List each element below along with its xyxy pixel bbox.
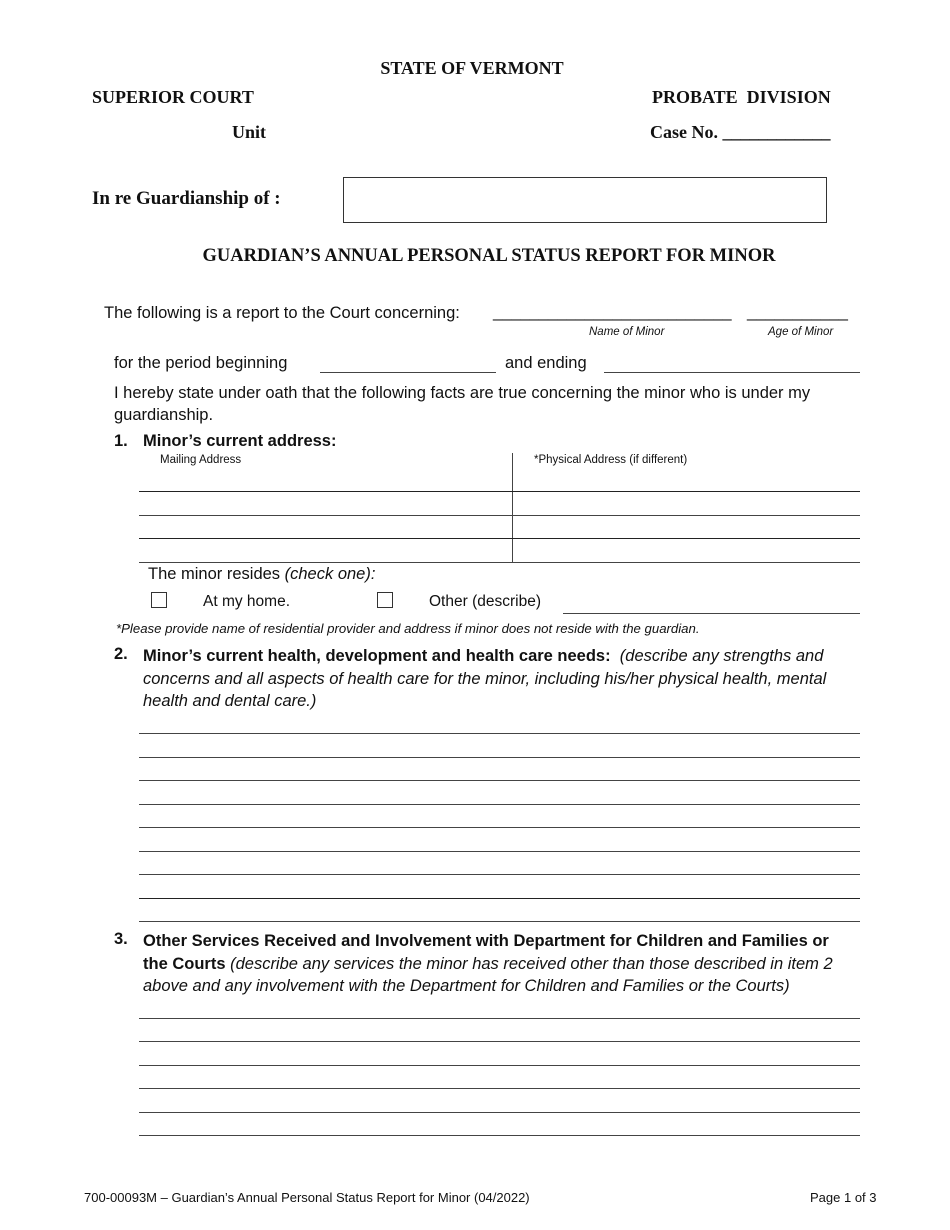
health-line-6[interactable] — [139, 851, 860, 852]
section-3-number: 3. — [114, 930, 128, 948]
services-line-5[interactable] — [139, 1112, 860, 1113]
section-3-text — [143, 930, 848, 998]
other-checkbox[interactable] — [377, 592, 393, 608]
physical-address-label: *Physical Address (if different) — [534, 454, 688, 466]
period-ending-field[interactable] — [604, 372, 860, 373]
health-line-4[interactable] — [139, 804, 860, 805]
health-line-7[interactable] — [139, 874, 860, 875]
services-line-4[interactable] — [139, 1088, 860, 1089]
address-column-divider — [512, 453, 513, 563]
health-line-8[interactable] — [139, 898, 860, 899]
health-line-5[interactable] — [139, 827, 860, 828]
services-line-6[interactable] — [139, 1135, 860, 1136]
form-title: GUARDIAN’S ANNUAL PERSONAL STATUS REPORT FOR MINOR — [202, 246, 776, 266]
address-line-1[interactable] — [139, 491, 860, 492]
section-2-text — [143, 645, 843, 713]
section-3-heading: Other Services Received and Involvement with Department for Children and Families or the Courts — [143, 932, 829, 973]
at-home-checkbox[interactable] — [151, 592, 167, 608]
health-line-3[interactable] — [139, 780, 860, 781]
other-label: Other (describe) — [429, 593, 541, 610]
unit-label: Unit — [232, 122, 267, 142]
name-of-minor-caption: Name of Minor — [589, 326, 665, 338]
minor-age-field[interactable]: ___________ — [747, 303, 848, 321]
resides-text: The minor resides — [148, 565, 285, 583]
resides-label — [148, 565, 375, 584]
guardianship-label: In re Guardianship of : — [92, 188, 281, 209]
period-ending-label: and ending — [505, 354, 587, 372]
state-heading: STATE OF VERMONT — [380, 58, 564, 78]
residential-provider-note: *Please provide name of residential provider and address if minor does not reside with the guardian. — [116, 621, 700, 636]
services-line-1[interactable] — [139, 1018, 860, 1019]
services-line-2[interactable] — [139, 1041, 860, 1042]
case-number-label: Case No. ____________ — [650, 122, 831, 142]
address-line-2[interactable] — [139, 515, 860, 516]
health-line-1[interactable] — [139, 733, 860, 734]
address-line-4[interactable] — [139, 562, 860, 563]
section-2-description: (describe any strengths and concerns and all aspects of health care for the minor, including his/her physical health, mental health and dental care.) — [143, 647, 827, 710]
age-of-minor-caption: Age of Minor — [768, 326, 834, 338]
oath-statement: I hereby state under oath that the following facts are true concerning the minor who is under my guardianship. — [114, 384, 811, 424]
mailing-address-label: Mailing Address — [160, 454, 242, 466]
section-3-description: (describe any services the minor has received other than those described in item 2 above and any involvement with the Department for Children and Families or the Courts) — [143, 954, 833, 995]
division-heading: PROBATE DIVISION — [652, 87, 831, 107]
guardianship-name-input[interactable] — [343, 177, 827, 223]
page-number: Page 1 of 3 — [810, 1190, 877, 1205]
section-1-heading: Minor’s current address: — [143, 432, 337, 450]
health-line-9[interactable] — [139, 921, 860, 922]
resides-instruction: (check one): — [284, 565, 376, 583]
section-2-number: 2. — [114, 645, 128, 663]
services-line-3[interactable] — [139, 1065, 860, 1066]
court-heading: SUPERIOR COURT — [92, 87, 254, 107]
period-beginning-label: for the period beginning — [114, 354, 288, 372]
form-id-footer: 700-00093M – Guardian’s Annual Personal Status Report for Minor (04/2022) — [84, 1190, 530, 1205]
section-2-heading: Minor’s current health, development and health care needs: — [143, 647, 611, 665]
section-1-number: 1. — [114, 432, 128, 450]
address-line-3[interactable] — [139, 538, 860, 539]
other-describe-field[interactable] — [563, 613, 860, 614]
minor-name-field[interactable]: __________________________ — [493, 303, 732, 321]
period-beginning-field[interactable] — [320, 372, 496, 373]
at-home-label: At my home. — [203, 593, 290, 610]
health-line-2[interactable] — [139, 757, 860, 758]
concerning-text: The following is a report to the Court concerning: — [104, 304, 460, 322]
